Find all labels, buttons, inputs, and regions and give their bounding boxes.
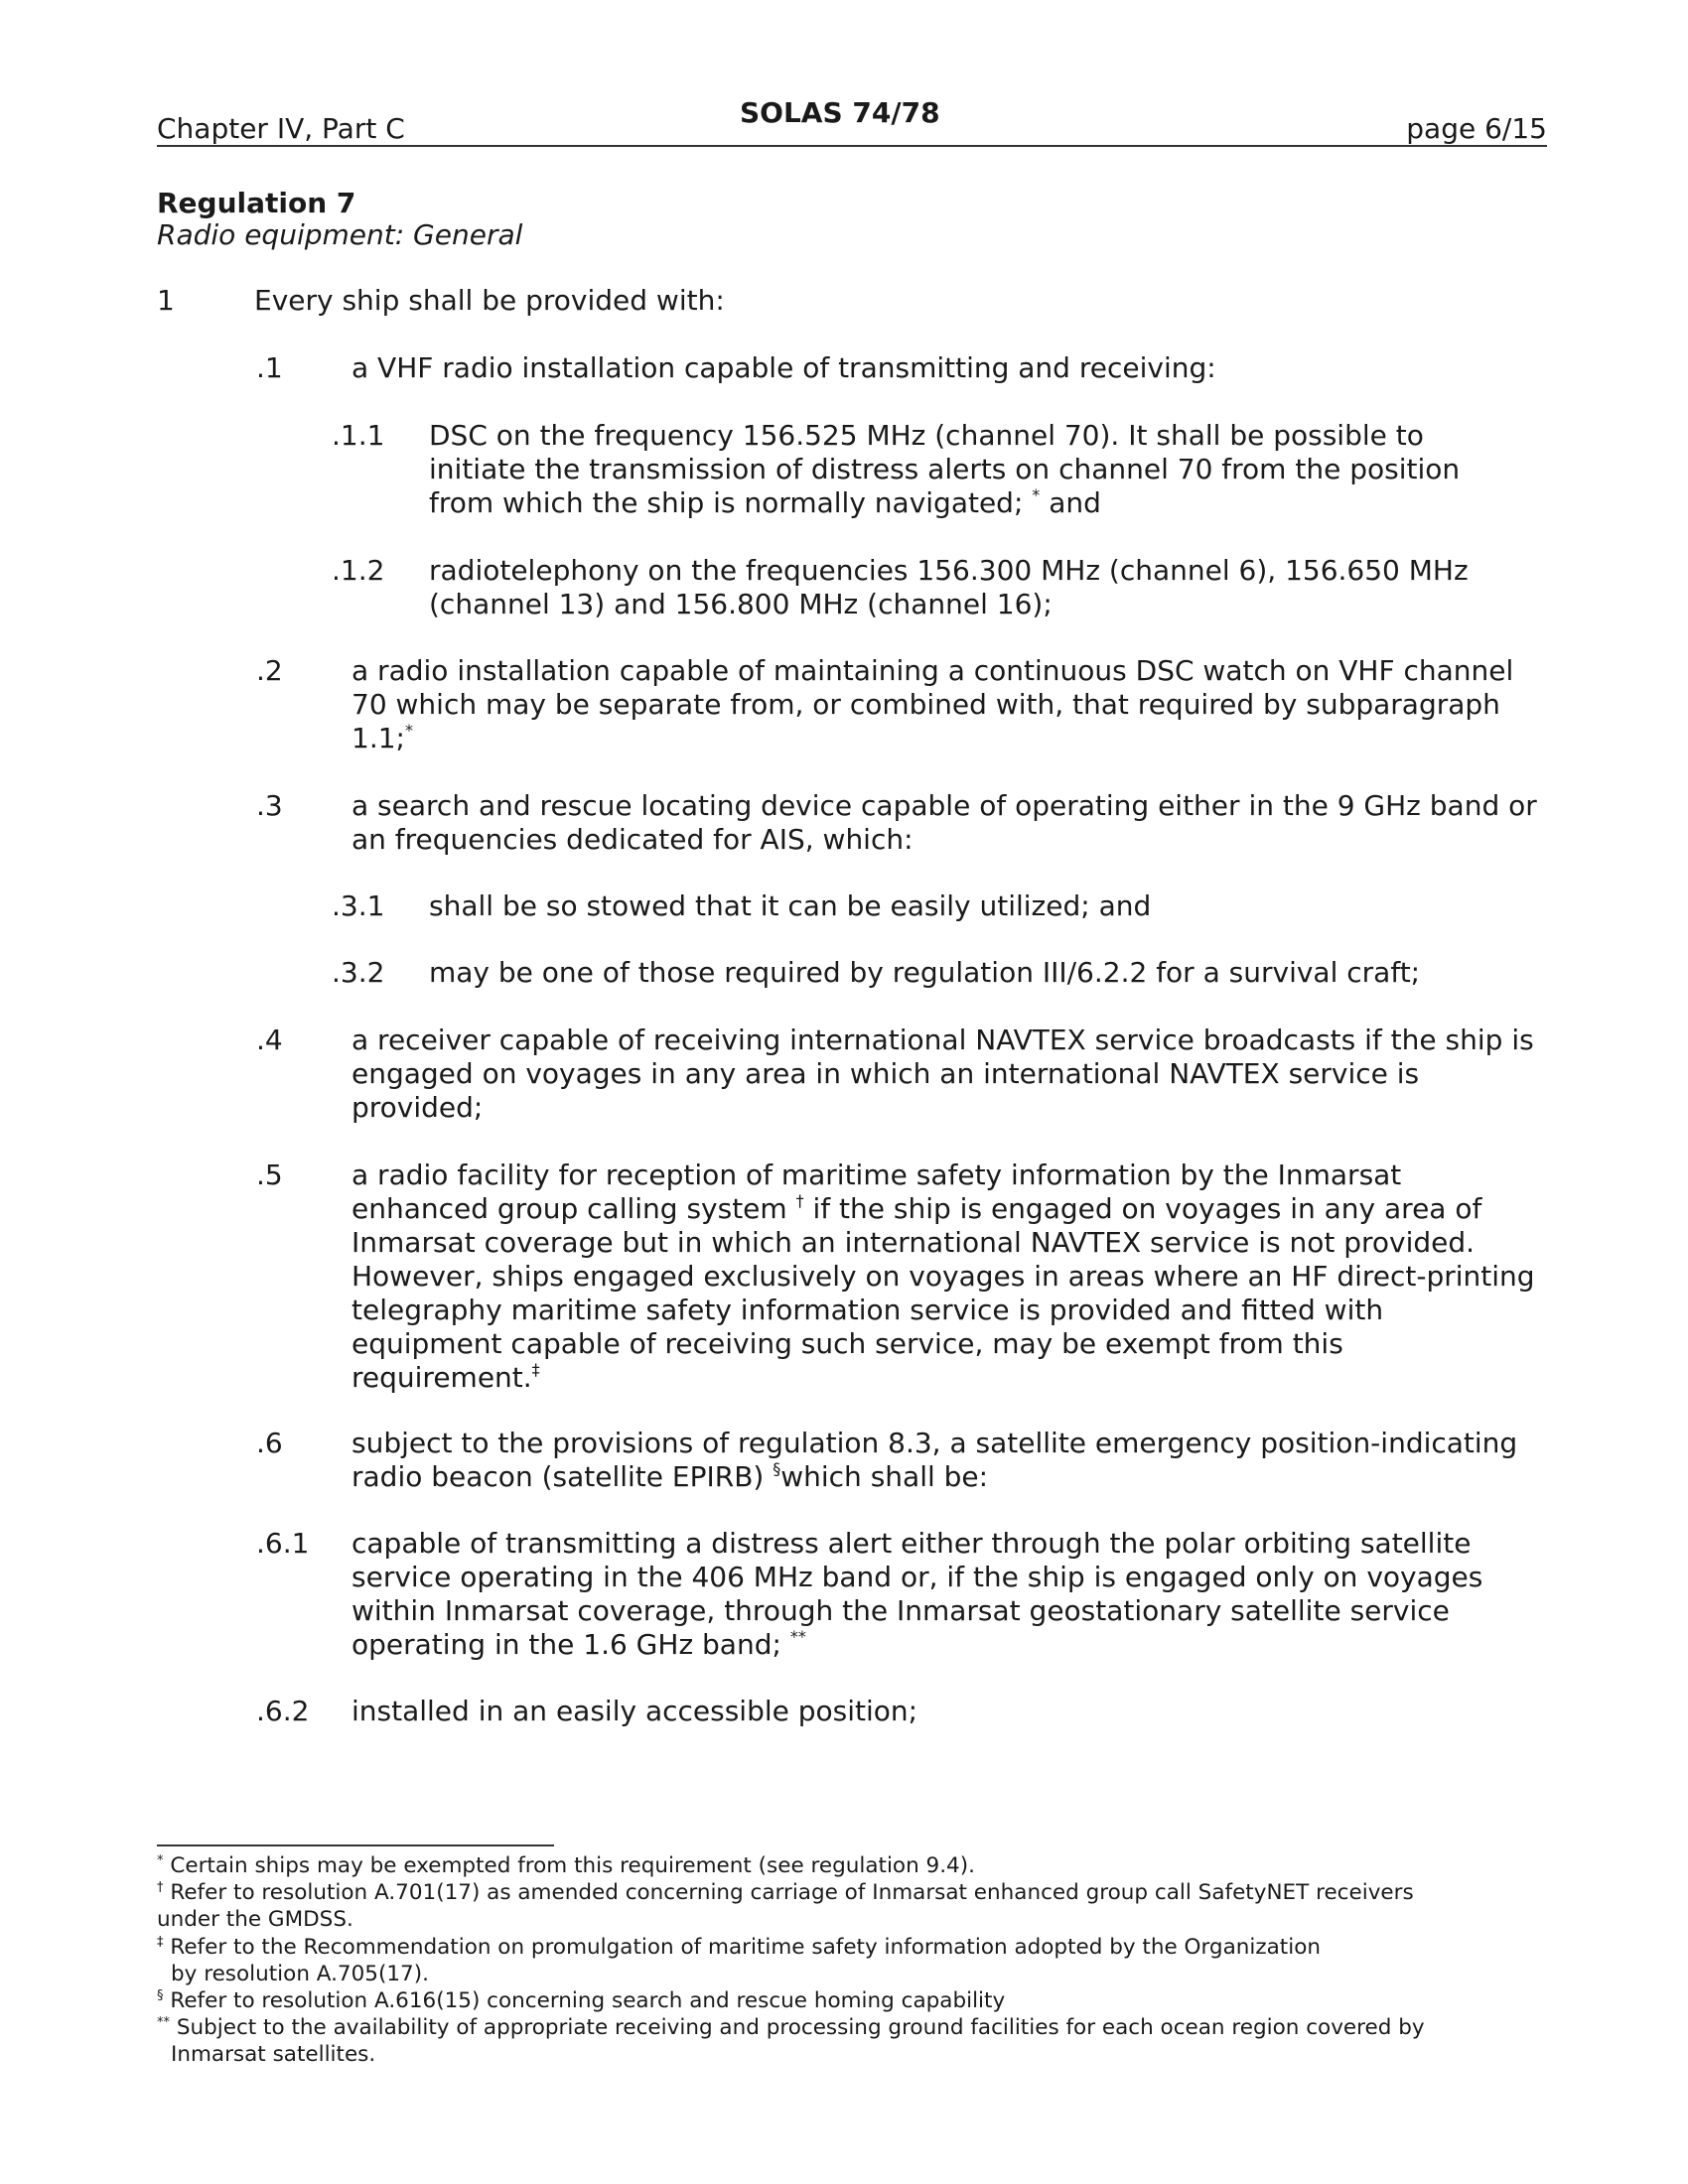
footnote-2: † Refer to resolution A.701(17) as amended concerning carriage of Inmarsat enhanced group call SafetyNET receivers <box>157 1880 1414 1906</box>
header-title: SOLAS 74/78 <box>740 96 940 129</box>
footnote-rule <box>157 1844 554 1846</box>
footnote-ref: ‡ <box>531 1359 540 1379</box>
item-number: .1.2 <box>332 554 385 587</box>
paragraph-number: 1 <box>157 284 175 317</box>
item-number: .5 <box>256 1159 283 1191</box>
item-text: DSC on the frequency 156.525 MHz (channel 70). It shall be possible to initiate the transmission of distress alerts on channel 70 from the position from which the ship is normally navigated; * and <box>429 419 1461 519</box>
item-number: .1.1 <box>332 419 385 452</box>
footnote-ref: † <box>795 1190 804 1210</box>
item-text: radiotelephony on the frequencies 156.300 MHz (channel 6), 156.650 MHz (channel 13) and 156.800 MHz (channel 16); <box>429 554 1469 620</box>
footnote-ref: * <box>404 720 413 740</box>
footnotes <box>157 1852 1425 2069</box>
header-rule <box>157 145 1547 147</box>
footnote-3: ‡ Refer to the Recommendation on promulgation of maritime safety information adopted by the Organization <box>157 1934 1321 1960</box>
footnote-ref: § <box>773 1458 781 1478</box>
footnote-ref: ** <box>789 1626 806 1646</box>
item-text: a radio facility for reception of maritime safety information by the Inmarsat enhanced group calling system † if the ship is engaged on voyages in any area of Inmarsat coverage but in which an international NAVTEX service is not provided. However, ships engaged exclusively on voyages in areas where an HF direct-printing telegraphy maritime safety information service is provided and fitted with equipment capable of receiving such service, may be exempt from this requirement.‡ <box>352 1159 1535 1394</box>
item-number: .2 <box>256 654 283 687</box>
item-number: .3.1 <box>332 889 385 922</box>
item-text: a receiver capable of receiving international NAVTEX service broadcasts if the ship is engaged on voyages in any area in which an international NAVTEX service is provided; <box>352 1024 1534 1124</box>
header-page-number: page 6/15 <box>1406 112 1547 145</box>
item-number: .3.2 <box>332 956 385 989</box>
footnote-5: ** Subject to the availability of appropriate receiving and processing ground facilities for each ocean region covered by <box>157 2014 1425 2041</box>
footnote-2-continued: under the GMDSS. <box>157 1907 353 1933</box>
header-chapter: Chapter IV, Part C <box>157 112 405 145</box>
footnote-3-continued: by resolution A.705(17). <box>171 1961 429 1986</box>
regulation-subtitle: Radio equipment: General <box>157 218 523 251</box>
regulation-title: Regulation 7 <box>157 187 356 219</box>
footnote-1: * Certain ships may be exempted from this requirement (see regulation 9.4). <box>157 1852 975 1878</box>
item-text: shall be so stowed that it can be easily utilized; and <box>429 889 1152 922</box>
paragraph-text: Every ship shall be provided with: <box>254 284 725 317</box>
item-number: .6.2 <box>256 1695 310 1727</box>
item-number: .6 <box>256 1427 283 1459</box>
footnote-ref: * <box>1032 484 1041 504</box>
item-text: capable of transmitting a distress alert either through the polar orbiting satellite service operating in the 406 MHz band or, if the ship is engaged only on voyages within Inmarsat coverage, through the Inmarsat geostationary satellite service operating in the 1.6 GHz band; ** <box>352 1527 1483 1661</box>
footnote-5-continued: Inmarsat satellites. <box>171 2042 376 2068</box>
item-number: .1 <box>256 351 283 384</box>
item-text: a VHF radio installation capable of transmitting and receiving: <box>352 351 1216 384</box>
item-text: installed in an easily accessible position; <box>352 1695 918 1727</box>
item-number: .4 <box>256 1024 283 1056</box>
item-text: a search and rescue locating device capable of operating either in the 9 GHz band or an frequencies dedicated for AIS, which: <box>352 789 1537 856</box>
item-text: may be one of those required by regulation III/6.2.2 for a survival craft; <box>429 956 1421 989</box>
item-text: subject to the provisions of regulation 8.3, a satellite emergency position-indicating radio beacon (satellite EPIRB) §which shall be: <box>352 1427 1518 1493</box>
footnote-4: § Refer to resolution A.616(15) concerning search and rescue homing capability <box>157 1987 1006 2013</box>
item-number: .6.1 <box>256 1527 310 1560</box>
item-number: .3 <box>256 789 283 822</box>
item-text: a radio installation capable of maintaining a continuous DSC watch on VHF channel 70 which may be separate from, or combined with, that required by subparagraph 1.1;* <box>352 654 1514 754</box>
